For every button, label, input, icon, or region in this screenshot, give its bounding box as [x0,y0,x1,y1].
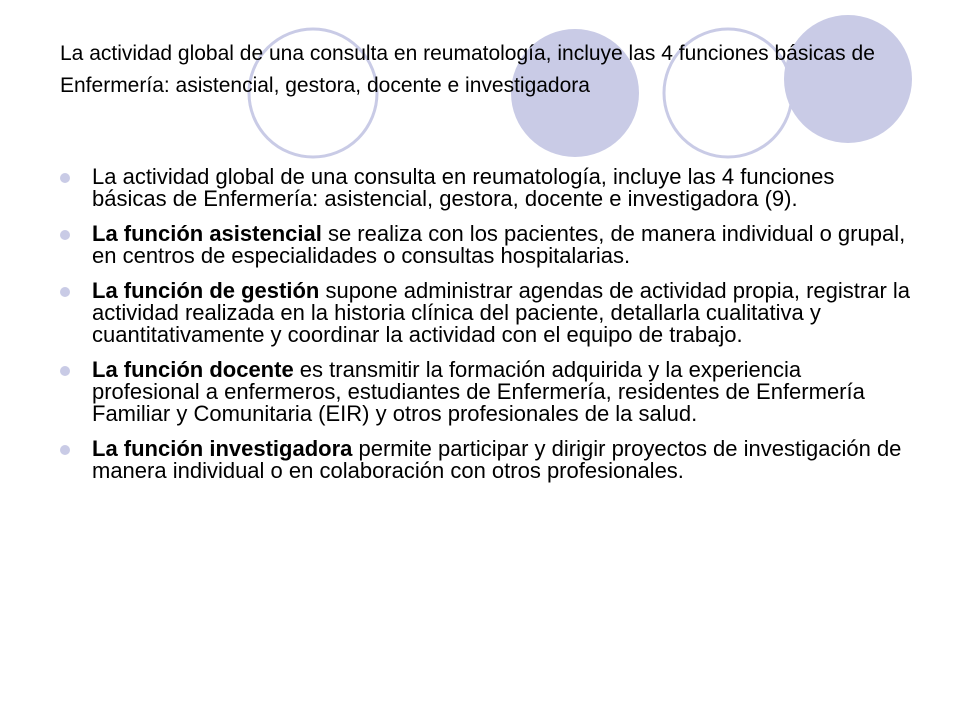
item-bold-label: La función docente [92,357,294,382]
list-item [60,359,910,425]
item-bold-label: La función asistencial [92,221,322,246]
item-text: La actividad global de una consulta en reumatología, incluye las 4 funciones básicas de Enfermería: asistencial, gestora, docente e investigadora (9). [92,164,835,211]
list-item [60,223,910,267]
slide-title: La actividad global de una consulta en reumatología, incluye las 4 funciones básicas de Enfermería: asistencial, gestora, docente e investigadora [60,42,875,97]
bullet-list [60,166,910,495]
item-bold-label: La función investigadora [92,436,353,461]
bullet-icon [60,366,70,376]
list-item [60,166,910,210]
bullet-icon [60,287,70,297]
item-text: permite participar y dirigir proyectos de investigación de manera individual o en colaboración con otros profesionales. [92,436,902,483]
list-item [60,280,910,346]
item-text: supone administrar agendas de actividad propia, registrar la actividad realizada en la historia clínica del paciente, detallarla cualitativa y cuantitativamente y coordinar la actividad con el equipo de trabajo. [92,278,911,347]
item-text: es transmitir la formación adquirida y la experiencia profesional a enfermeros, estudiantes de Enfermería, residentes de Enfermería Familiar y Comunitaria (EIR) y otros profesionales de la salud. [92,357,865,426]
bullet-icon [60,173,70,183]
list-item [60,438,910,482]
bullet-icon [60,445,70,455]
item-text: se realiza con los pacientes, de manera individual o grupal, en centros de especialidades o consultas hospitalarias. [92,221,906,268]
item-bold-label: La función de gestión [92,278,320,303]
bullet-icon [60,230,70,240]
